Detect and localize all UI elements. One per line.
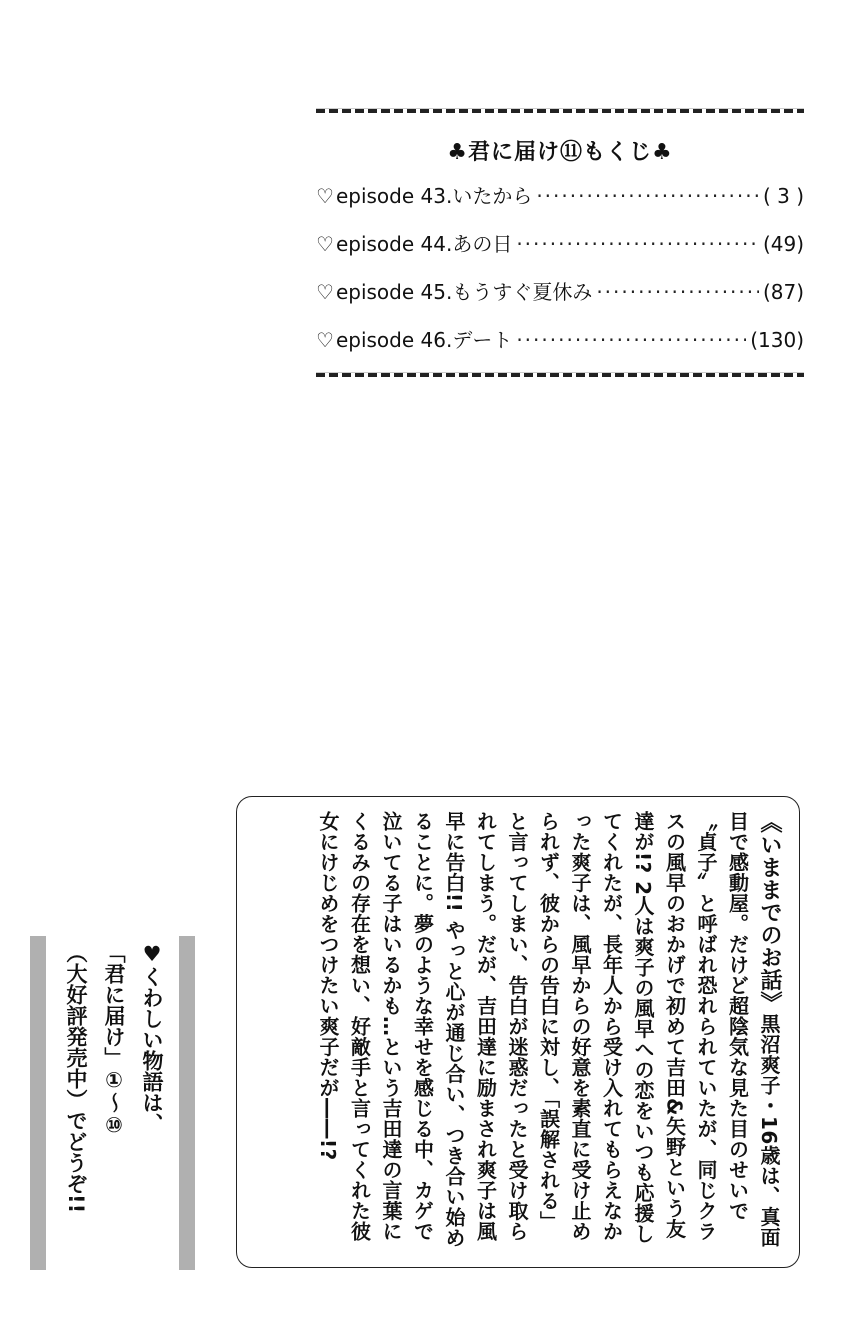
gray-side-bar xyxy=(30,936,46,1270)
toc-entry[interactable] xyxy=(316,220,804,268)
promo-line-2: 「君に届け」①〜⑩ xyxy=(102,942,126,1137)
leader-dots xyxy=(516,220,759,268)
promo-line-1: ♥くわしい物語は、 xyxy=(140,942,164,1134)
heart-icon: ♡ xyxy=(316,184,334,208)
story-body: 黒沼爽子・16歳は、真面目で感動屋。だけど超陰気な見た目のせいで〝貞子〟と呼ばれ恐れられていたが、同じクラスの風早のおかげで初めて吉田&矢野という友達が!? 2人は爽子の風早への恋をいつも応援してくれたが、長年人から受け入れてもらえなかった爽子は、風早からの好意を素直に受け止められず、彼からの告白に対し、「誤解される」と言ってしまい、告白が迷惑だったと受け取られてしまう。だが、吉田達に励まされ爽子は風早に告白!! やっと心が通じ合い、つき合い始めることに。夢のような幸せを感じる中、カゲで泣いてる子はいるかも…という吉田達の言葉にくるみの存在を想い、好敵手と言ってくれた彼女にけじめをつけたい爽子だが――!? xyxy=(316,811,781,1248)
toc-entry-page: (87) xyxy=(762,280,804,304)
toc-entry-title: episode 45.もうすぐ夏休み xyxy=(335,280,593,304)
heart-icon: ♡ xyxy=(316,232,334,256)
leader-dots xyxy=(596,268,759,316)
toc-title: ♣君に届け⑪もくじ♣ xyxy=(447,140,673,165)
toc-entry-page: ( 3 ) xyxy=(762,184,804,208)
toc-entry-title: episode 43.いたから xyxy=(335,184,533,208)
promo-text xyxy=(57,942,171,1272)
gray-side-bar xyxy=(179,936,195,1270)
toc-entry-title: episode 44.あの日 xyxy=(335,232,513,256)
table-of-contents xyxy=(316,108,804,377)
toc-entry[interactable] xyxy=(316,268,804,316)
heart-icon: ♡ xyxy=(316,280,334,304)
story-vertical-text xyxy=(312,811,786,1251)
promo-block xyxy=(30,936,195,1270)
heart-icon: ♡ xyxy=(316,328,334,352)
story-heading: 《いままでのお話》 xyxy=(757,811,782,1014)
toc-entry-title: episode 46.デート xyxy=(335,328,513,352)
promo-line-3: （大好評発売中）でどうぞ!! xyxy=(64,942,88,1214)
story-so-far-box xyxy=(236,796,800,1268)
toc-entry[interactable] xyxy=(316,316,804,364)
toc-entry[interactable] xyxy=(316,172,804,220)
leader-dots xyxy=(516,316,746,364)
leader-dots xyxy=(536,172,759,220)
bottom-dashed-rule xyxy=(316,372,804,377)
toc-entry-page: (49) xyxy=(762,232,804,256)
top-dashed-rule xyxy=(316,108,804,113)
toc-entry-page: (130) xyxy=(750,328,804,352)
